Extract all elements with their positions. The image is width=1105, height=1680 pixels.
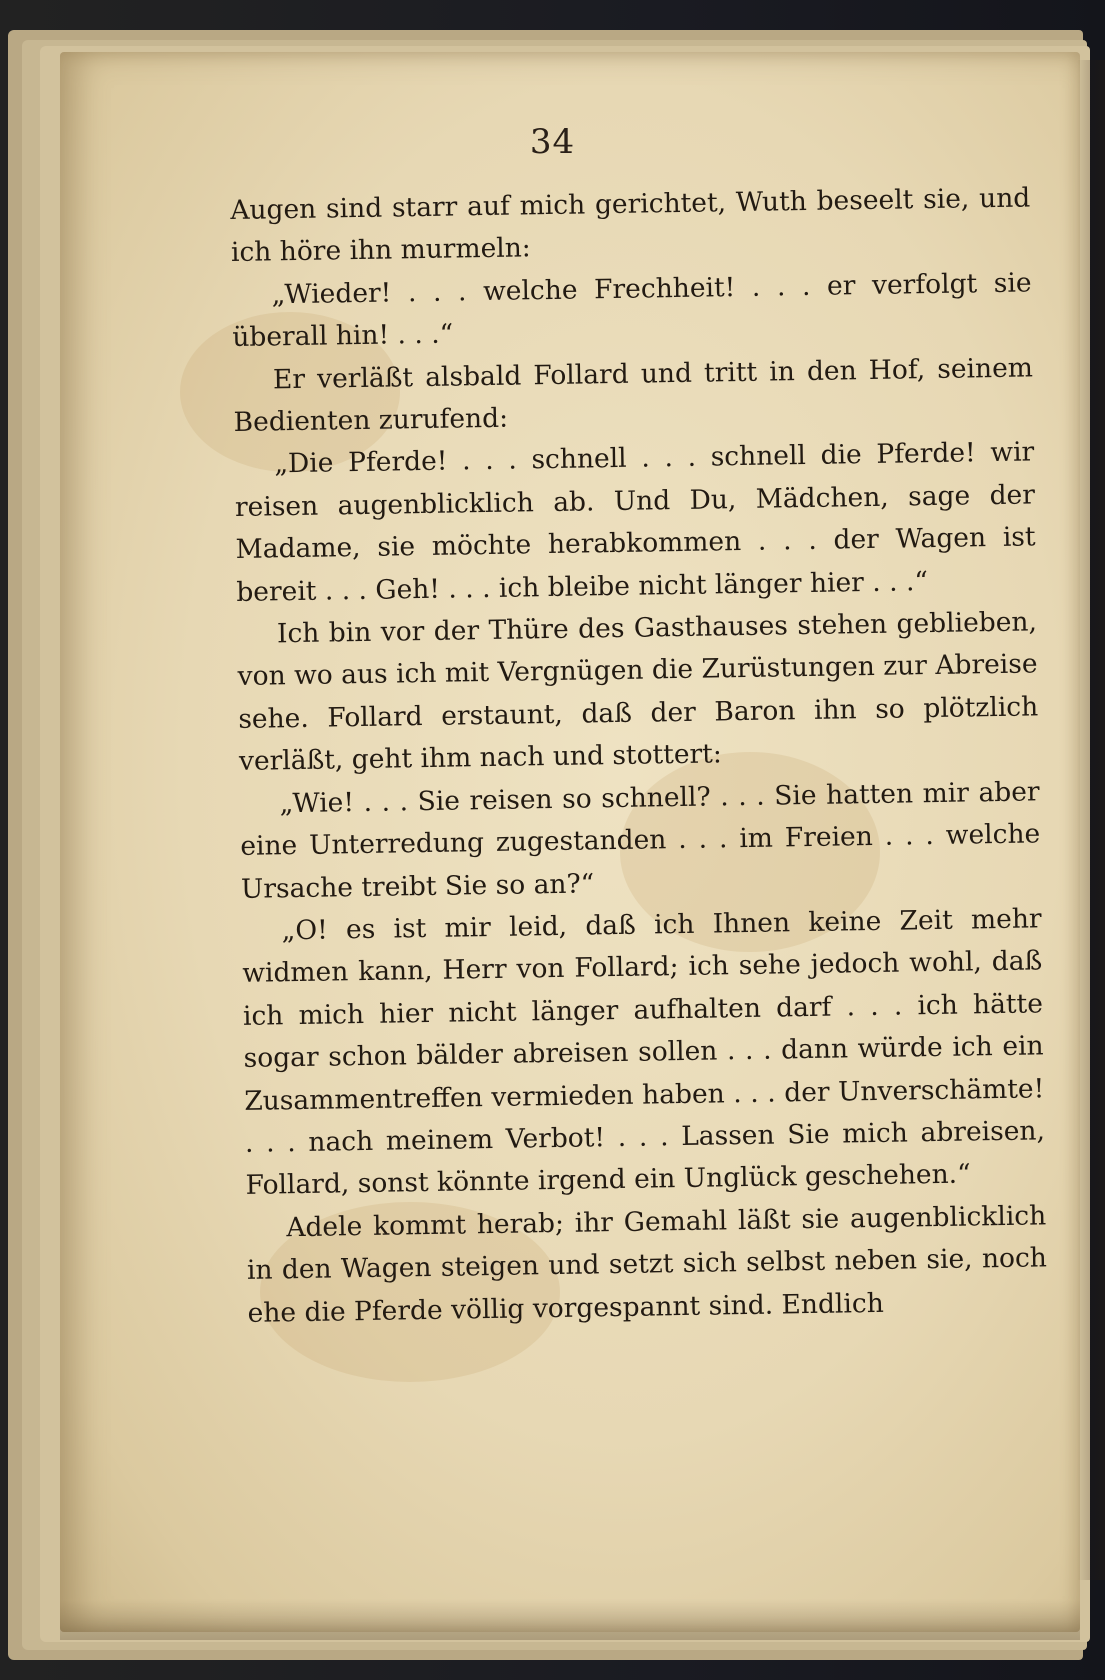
paragraph: Adele kommt herab; ihr Gemahl läßt sie augenblicklich in den Wagen steigen und setzt sich selbst neben sie, noch ehe die Pferde völlig vorgespannt sind. Endlich	[246, 1200, 1048, 1329]
paragraph: „O! es ist mir leid, daß ich Ihnen keine Zeit mehr widmen kann, Herr von Follard; ich sehe jedoch wohl, daß ich mich hier nicht länger aufhalten darf . . . ich hätte sogar schon bälder abreisen sollen . . . dann würde ich ein Zusammentreffen vermieden haben . . . der Unverschämte! . . . nach meinem Verbot! . . . Lassen Sie mich abreisen, Follard, sonst könnte irgend ein Unglück geschehen.“	[242, 903, 1046, 1202]
paragraph: „Wieder! . . . welche Frechheit! . . . er verfolgt sie überall hin! . . .“	[232, 267, 1032, 354]
page-number: 34	[529, 122, 576, 162]
paragraph: Augen sind starr auf mich gerichtet, Wuth beseelt sie, und ich höre ihn murmeln:	[230, 182, 1031, 269]
body-text	[230, 177, 1048, 1334]
paragraph: Er verläßt alsbald Follard und tritt in den Hof, seinem Bedienten zurufend:	[233, 352, 1034, 439]
paragraph: „Die Pferde! . . . schnell . . . schnell die Pferde! wir reisen augenblicklich ab. Und Du, Mädchen, sage der Madame, sie möchte herabkommen . . . der Wagen ist bereit . . . Geh! . . . ich bleibe nicht länger hier . . .“	[234, 436, 1036, 608]
bottom-shadow	[60, 1600, 1080, 1640]
paragraph: „Wie! . . . Sie reisen so schnell? . . . Sie hatten mir aber eine Unterredung zugestanden . . . im Freien . . . welche Ursache treibt Sie so an?“	[240, 776, 1041, 905]
paragraph: Ich bin vor der Thüre des Gasthauses stehen geblieben, von wo aus ich mit Vergnügen die Zurüstungen zur Abreise sehe. Follard erstaunt, daß der Baron ihn so plötzlich verläßt, geht ihm nach und stottert:	[237, 606, 1039, 778]
gutter-shadow	[1077, 60, 1105, 1580]
